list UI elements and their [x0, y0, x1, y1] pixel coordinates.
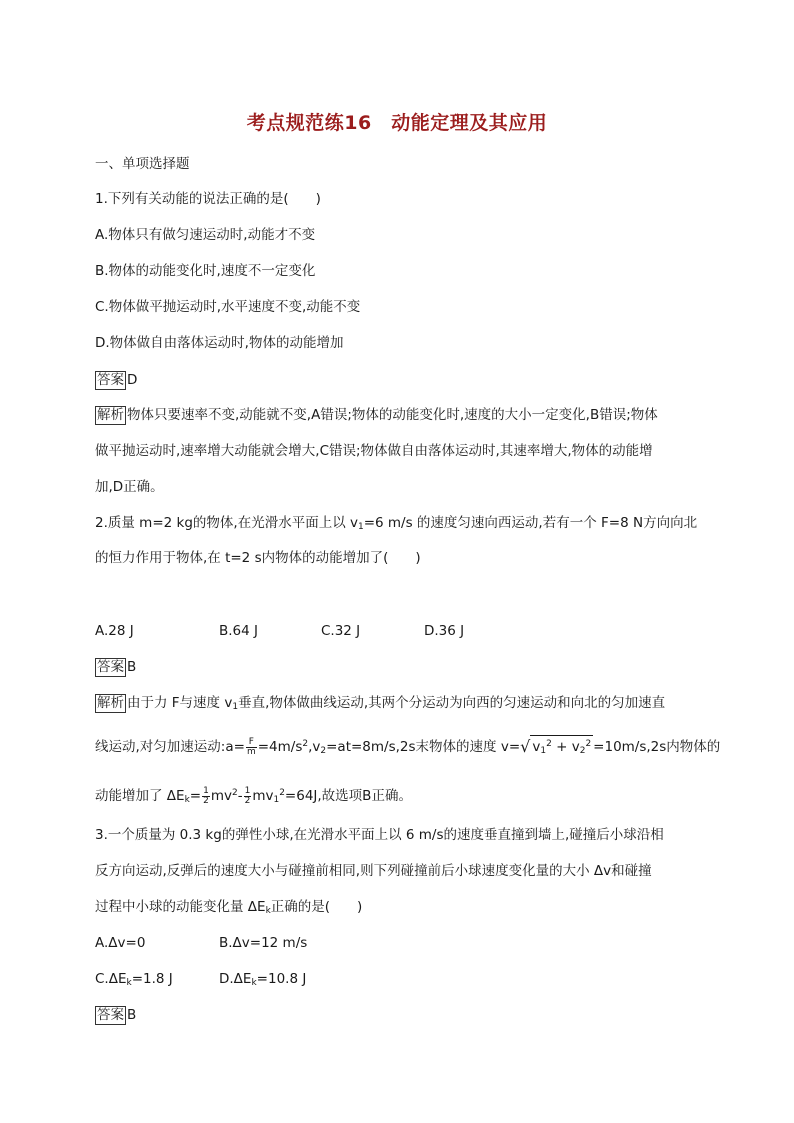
fraction: $\frac{1}{2}$	[203, 785, 209, 806]
q1-analysis-2: 做平抛运动时,速率增大动能就会增大,C错误;物体做自由落体运动时,其速率增大,物体的动能增	[95, 443, 653, 459]
q3-option-b: B.Δv=12 m/s	[219, 935, 308, 951]
q1-answer	[95, 370, 705, 390]
q2-answer-value: B	[127, 659, 137, 675]
answer-label: 答案	[97, 659, 124, 675]
q2-option-a: A.28 J	[95, 623, 134, 639]
section-heading: 一、单项选择题	[95, 156, 190, 172]
q2-analysis-3: 动能增加了 $\Delta E_k=$ $\frac{1}{2}$ $mv^2-$ $\frac{1}{2}$ $mv_1^2=64J$,故选项B正确。	[95, 785, 412, 806]
q2-option-b: B.64 J	[219, 623, 259, 639]
q2-analysis-1: 解析 由于力 F与速度 $v_1$垂直,物体做曲线运动,其两个分运动为向西的匀速运动和向北的匀加速直	[97, 695, 666, 712]
q2-answer	[95, 657, 705, 677]
fraction: $\frac{F}{m}$	[246, 736, 256, 757]
q1-option-c: C.物体做平抛运动时,水平速度不变,动能不变	[95, 299, 361, 315]
analysis-label: 解析	[97, 695, 124, 711]
sqrt-sign: √	[520, 737, 531, 756]
q1-analysis-1: 解析 物体只要速率不变,动能就不变,A错误;物体的动能变化时,速度的大小一定变化,B错误;物体	[97, 407, 658, 423]
q1-analysis-3: 加,D正确。	[95, 479, 164, 495]
q1-stem: 1.下列有关动能的说法正确的是( )	[95, 191, 321, 207]
q1-option-d: D.物体做自由落体运动时,物体的动能增加	[95, 335, 344, 351]
q3-option-d: $D.\Delta E_k=10.8$ J	[219, 971, 307, 988]
page-title: 考点规范练16 动能定理及其应用	[246, 112, 548, 134]
q1-answer-value: D	[127, 372, 138, 388]
q3-answer-value: B	[127, 1007, 137, 1023]
q2-options	[95, 621, 705, 641]
q3-option-a: A.Δv=0	[95, 935, 146, 951]
fraction: $\frac{1}{2}$	[244, 785, 251, 806]
q2-analysis-2: 线运动,对匀加速运动:a= $\frac{F}{m}$ $=4m/s^2,v_2=at=8m/s,2s$末物体的速度 v=√ $v_1^2 + v_2^2 =10m/s,2s$内物体的	[95, 734, 705, 760]
q3-stem-1: 3.一个质量为 0.3 kg的弹性小球,在光滑水平面上以 6 m/s的速度垂直撞到墙上,碰撞后小球沿相	[95, 827, 664, 843]
answer-label: 答案	[97, 1007, 124, 1023]
q3-options-cd	[95, 969, 705, 993]
q1-option-a: A.物体只有做匀速运动时,动能才不变	[95, 227, 316, 243]
q2-stem-1: 2.质量 m=2 kg的物体,在光滑水平面上以 $v_1=6$ m/s 的速度匀速向西运动,若有一个 F=8 N方向向北	[95, 515, 698, 532]
q3-answer	[95, 1005, 705, 1025]
q2-option-d: D.36 J	[424, 623, 465, 639]
q3-stem-2: 反方向运动,反弹后的速度大小与碰撞前相同,则下列碰撞前后小球速度变化量的大小 Δv和碰撞	[95, 863, 652, 879]
q1-option-b: B.物体的动能变化时,速度不一定变化	[95, 263, 316, 279]
analysis-label: 解析	[97, 407, 124, 423]
q2-stem-2: 的恒力作用于物体,在 t=2 s内物体的动能增加了( )	[95, 550, 421, 566]
q3-options-ab	[95, 933, 705, 953]
answer-label: 答案	[97, 372, 124, 388]
q2-option-c: C.32 J	[321, 623, 361, 639]
sqrt-expression: √ $v_1^2 + v_2^2$	[520, 735, 593, 759]
q3-stem-3: 过程中小球的动能变化量 $\Delta E_k$正确的是( )	[95, 899, 363, 916]
q3-option-c: $C.\Delta E_k=1.8$ J	[95, 971, 173, 988]
